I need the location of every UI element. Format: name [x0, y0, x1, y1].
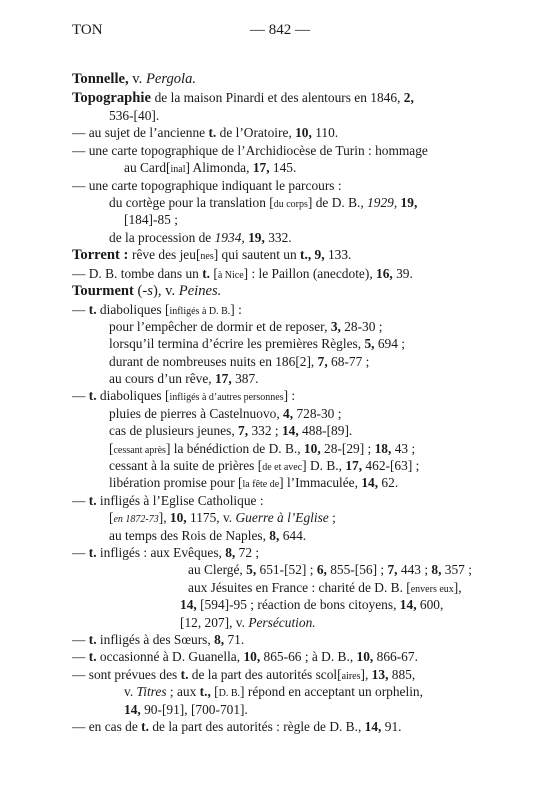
- index-entry-line: pluies de pierres à Castelnuovo, 4, 728-30 ;: [109, 405, 342, 421]
- index-entry-line: [en 1872-73], 10, 1175, v. Guerre à l’Eglise ;: [109, 510, 336, 526]
- index-entry-line: — t. diaboliques [infligés à d’autres personnes] :: [72, 388, 296, 404]
- index-entry-line: — t. infligés à des Sœurs, 8, 71.: [72, 631, 245, 647]
- index-entry-line: cas de plusieurs jeunes, 7, 332 ; 14, 488-[89].: [109, 423, 353, 439]
- index-entry-line: pour l’empêcher de dormir et de reposer, 3, 28-30 ;: [109, 318, 383, 334]
- index-entry-line: 536-[40].: [109, 108, 160, 123]
- index-entry-line: cessant à la suite de prières [de et avec] D. B., 17, 462-[63] ;: [109, 458, 420, 474]
- index-headword-line: Tourment (-s), v. Peines.: [72, 283, 222, 300]
- index-headword-line: Topographie de la maison Pinardi et des alentours en 1846, 2,: [72, 89, 414, 106]
- index-entry-line: v. Titres ; aux t., [D. B.] répond en acceptant un orphelin,: [124, 684, 423, 700]
- index-entry-line: — t. occasionné à D. Guanella, 10, 865-66 ; à D. B., 10, 866-67.: [72, 649, 418, 665]
- index-headword-line: Tonnelle, v. Pergola.: [72, 71, 197, 87]
- index-entry-line: — t. infligés : aux Evêques, 8, 72 ;: [72, 544, 260, 560]
- index-entry-line: — sont prévues des t. de la part des autorités scol[aires], 13, 885,: [72, 666, 416, 682]
- index-entry-line: au Clergé, 5, 651-[52] ; 6, 855-[56] ; 7, 443 ; 8, 357 ;: [188, 562, 472, 578]
- running-head: TON: [72, 22, 103, 38]
- index-entry-line: — t. infligés à l’Eglise Catholique :: [72, 492, 264, 508]
- index-entry-line: 14, 90-[91], [700-701].: [124, 701, 248, 717]
- index-entry-line: — en cas de t. de la part des autorités : règle de D. B., 14, 91.: [72, 718, 402, 734]
- index-entry-line: — t. diaboliques [infligés à D. B.] :: [72, 301, 242, 317]
- index-entries: [0, 70, 540, 735]
- index-entry-line: au cours d’un rêve, 17, 387.: [109, 371, 259, 387]
- index-entry-line: aux Jésuites en France : charité de D. B. [envers eux],: [188, 579, 462, 595]
- page-number: — 842 —: [250, 22, 310, 38]
- index-entry-line: de la procession de 1934, 19, 332.: [109, 229, 292, 245]
- index-entry-line: [cessant après] la bénédiction de D. B., 10, 28-[29] ; 18, 43 ;: [109, 440, 416, 456]
- index-entry-line: [184]-85 ;: [124, 212, 178, 228]
- index-entry-line: — au sujet de l’ancienne t. de l’Oratoire, 10, 110.: [72, 125, 339, 141]
- index-entry-line: libération promise pour [la fête de] l’Immaculée, 14, 62.: [109, 475, 399, 491]
- index-entry-line: [12, 207], v. Persécution.: [180, 614, 316, 630]
- index-entry-line: au Card[inal] Alimonda, 17, 145.: [124, 160, 297, 176]
- index-entry-line: — D. B. tombe dans un t. [à Nice] : le Paillon (anecdote), 16, 39.: [72, 265, 413, 281]
- index-entry-line: — une carte topographique de l’Archidiocèse de Turin : hommage: [72, 142, 428, 158]
- index-headword-line: Torrent : rêve des jeu[nes] qui sautent un t., 9, 133.: [72, 247, 352, 264]
- index-entry-line: 14, [594]-95 ; réaction de bons citoyens, 14, 600,: [180, 597, 444, 613]
- index-entry-line: durant de nombreuses nuits en 186[2], 7, 68-77 ;: [109, 353, 370, 369]
- index-entry-line: au temps des Rois de Naples, 8, 644.: [109, 527, 307, 543]
- index-entry-line: — une carte topographique indiquant le parcours :: [72, 177, 342, 193]
- index-entry-line: du cortège pour la translation [du corps] de D. B., 1929, 19,: [109, 194, 418, 210]
- index-entry-line: lorsqu’il termina d’écrire les premières Règles, 5, 694 ;: [109, 336, 406, 352]
